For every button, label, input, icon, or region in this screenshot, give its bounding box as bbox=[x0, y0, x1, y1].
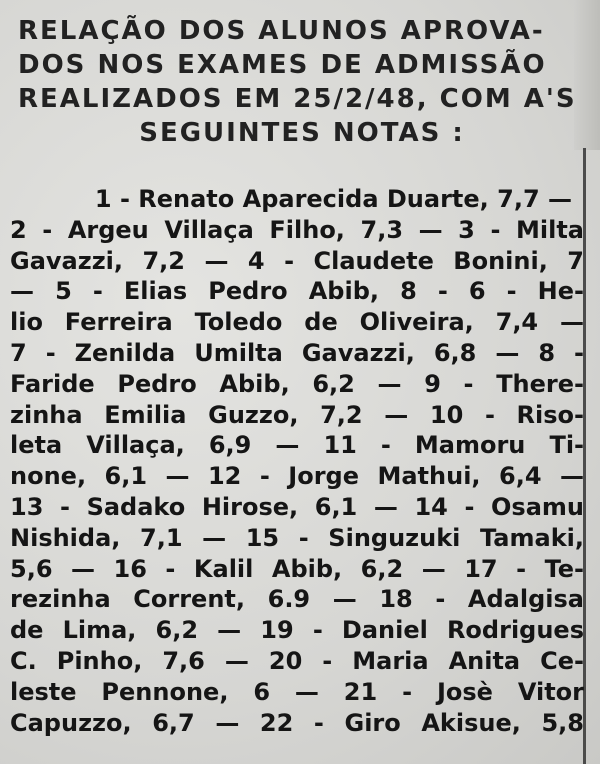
body-line: de Lima, 6,2 — 19 - Daniel Rodrigues bbox=[10, 616, 584, 645]
body-line: C. Pinho, 7,6 — 20 - Maria Anita Ce- bbox=[10, 646, 584, 675]
body-line: lio Ferreira Toledo de Oliveira, 7,4 — bbox=[10, 308, 584, 337]
body-line: rezinha Corrent, 6.9 — 18 - Adalgisa bbox=[10, 585, 584, 614]
body-line: 13 - Sadako Hirose, 6,1 — 14 - Osamu bbox=[10, 492, 584, 521]
headline-line: SEGUINTES NOTAS : bbox=[139, 118, 465, 148]
article-body bbox=[10, 184, 584, 738]
body-line: 5,6 — 16 - Kalil Abib, 6,2 — 17 - Te- bbox=[10, 554, 584, 583]
body-line: Faride Pedro Abib, 6,2 — 9 - There- bbox=[10, 369, 584, 398]
body-line: Capuzzo, 6,7 — 22 - Giro Akisue, 5,8 bbox=[10, 708, 584, 737]
body-line: Gavazzi, 7,2 — 4 - Claudete Bonini, 7 bbox=[10, 246, 584, 275]
body-line: — 5 - Elias Pedro Abib, 8 - 6 - He- bbox=[10, 277, 584, 306]
body-line: leta Villaça, 6,9 — 11 - Mamoru Ti- bbox=[10, 431, 584, 460]
body-line: zinha Emilia Guzzo, 7,2 — 10 - Riso- bbox=[10, 400, 584, 429]
headline-line: REALIZADOS EM 25/2/48, COM A'S bbox=[18, 84, 577, 114]
body-line: none, 6,1 — 12 - Jorge Mathui, 6,4 — bbox=[10, 462, 584, 491]
headline-line: DOS NOS EXAMES DE ADMISSÃO bbox=[18, 50, 547, 80]
body-line: Nishida, 7,1 — 15 - Singuzuki Tamaki, bbox=[10, 523, 584, 552]
article-headline bbox=[16, 14, 588, 150]
body-line: 1 - Renato Aparecida Duarte, 7,7 — bbox=[94, 185, 572, 213]
body-line: leste Pennone, 6 — 21 - Josè Vitor bbox=[10, 677, 584, 706]
body-line: 2 - Argeu Villaça Filho, 7,3 — 3 - Milta bbox=[10, 215, 584, 244]
headline-line: RELAÇÃO DOS ALUNOS APROVA- bbox=[18, 16, 545, 46]
body-line: 7 - Zenilda Umilta Gavazzi, 6,8 — 8 - bbox=[10, 338, 584, 367]
